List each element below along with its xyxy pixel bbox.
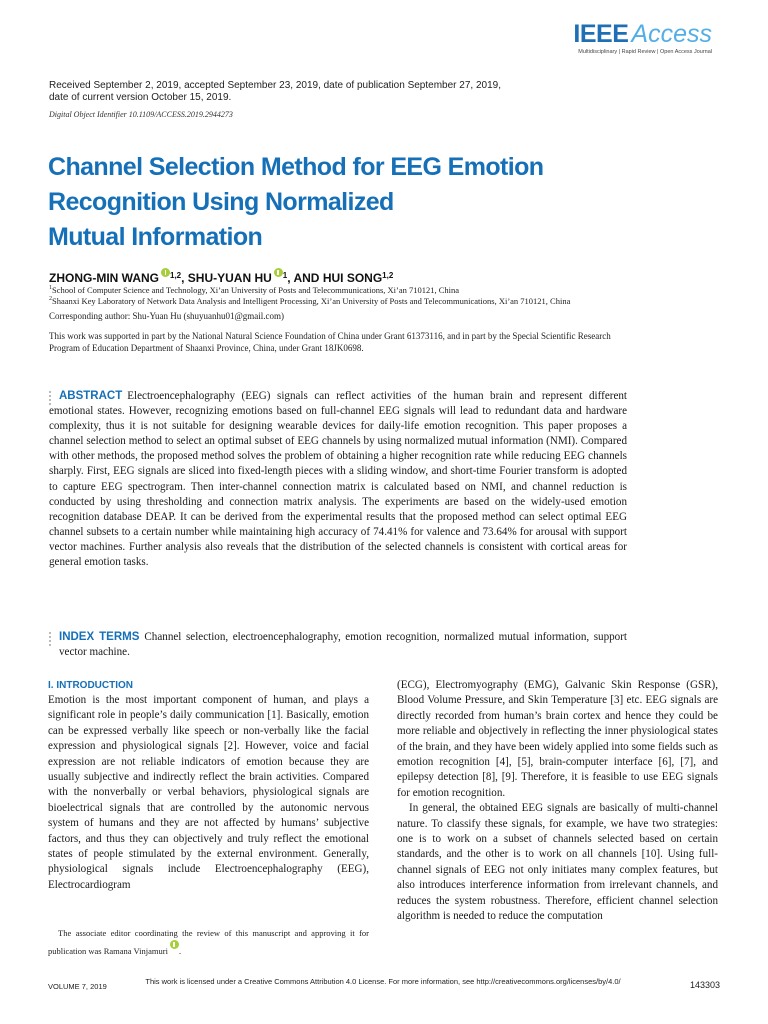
author-name: HUI SONG [322,271,383,285]
corresponding-author: Corresponding author: Shu-Yuan Hu (shuyuanhu01@gmail.com) [49,311,285,321]
doi-line: Digital Object Identifier 10.1109/ACCESS.2019.2944273 [49,110,233,119]
title-line: Mutual Information [48,223,263,251]
paragraph: (ECG), Electromyography (EMG), Galvanic Skin Response (GSR), Blood Volume Pressure, and Skin Temperature [3] etc. EEG signals are directly recorded from human’s brain cortex and hence they could be more reliable and objectively in reflecting the inner physiological states of the brain, and they have been widely applied into some fields such as emotion recognition [4], [5], brain-computer interface [6], [7], and epilepsy detection [8], [9]. Therefore, it is feasible to use EEG signals for emotion recognition. [397,679,718,799]
publication-dates: Received September 2, 2019, accepted September 23, 2019, date of publication September 27, 2019, date of current version October 15, 2019. [49,80,501,103]
author-name: ZHONG-MIN WANG [49,271,159,285]
editor-footnote: The associate editor coordinating the review of this manuscript and approving it for publication was Ramana Vinjamuri . [48,928,369,956]
index-terms-text: Channel selection, electroencephalography, emotion recognition, normalized mutual information, support vector machine. [59,631,627,659]
funding-note: This work was supported in part by the National Natural Science Foundation of China under Grant 61373116, and in part by the Special Scientific Research Program of Education Department of Shaanxi Province, China, under Grant 18JK0698. [49,331,611,353]
page-number: 143303 [689,980,720,990]
journal-logo: IEEE Access [573,20,712,48]
footer-volume: VOLUME 7, 2019 [48,982,107,991]
paragraph: Emotion is the most important component of human, and plays a significant role in people’s daily communication [1]. Basically, emotion can be expressed verbally like speech or non-verbally like the facial expression and physiological signals [2]. However, voice and facial expression are not reliable indicators of emotion because they are usually subjective and indirectly reflect the brain activities. Compared with the nonverbally or verbal behaviors, physiological signals are bioelectrical signals that are controlled by the autonomic nervous system of humans and they are not affected by humans’ subjective factors, and thus they can objectively and truly reflect the emotional states of people stimulated by the external environment. Generally, physiological signals include Electroencephalography (EEG), Electrocardiogram [48,694,369,891]
author-affiliation-mark: 1 [282,271,288,280]
affiliation: $^1$School of Computer Science and Technology, Xi’an University of Posts and Telecommunications, Xi’an 710121, China [49,285,460,295]
abstract [49,389,627,570]
orcid-icon[interactable] [170,940,179,949]
orcid-icon[interactable] [274,268,283,277]
section-heading: I. INTRODUCTION [48,680,133,691]
title-line: Recognition Using Normalized [48,188,394,216]
footer-license: This work is licensed under a Creative Commons Attribution 4.0 License. For more information, see http://creativecommons.org/licenses/by/4.0/ [145,977,621,986]
affiliation: $^2$Shaanxi Key Laboratory of Network Data Analysis and Intelligent Processing, Xi’an University of Posts and Telecommunications, Xi’an 710121, China [49,296,571,306]
abstract-text: Electroencephalography (EEG) signals can reflect activities of the human brain and represent different emotional states. However, recognizing emotions based on full-channel EEG signals will lead to redundant data and hardware complexity, thus it is not suitable for designing wearable devices for daily-life emotion recognition. This paper proposes a channel selection method to select an optimal subset of EEG channels by using normalized mutual information (NMI). Compared with other methods, the proposed method solves the problem of obtaining a higher recognition rate while reducing EEG channels sharply. First, EEG signals are sliced into fixed-length pieces with a sliding window, and short-time Fourier transform is adopted to capture EEG spectrogram. Then inter-channel connection matrix is calculated based on NMI, and channel reduction is conducted by using thresholding and connection matrix analysis. The experiments are based on the widely-used emotion recognition database DEAP. It can be derived from the experimental results that the proposed method can select optimal EEG channel subsets to a certain number while maintaining high accuracy of 74.41% for valence and 73.64% for arousal with support vector machines. Further analysis also reveals that the distribution of the selected channels is consistent with cortical areas for general emotion tasks. [49,390,627,569]
journal-masthead [542,20,712,55]
abstract-label: ABSTRACT [59,390,123,402]
orcid-icon[interactable] [161,268,170,277]
right-column [397,678,718,925]
paper-title [48,150,608,255]
section-marker-icon [48,632,52,648]
title-line: Channel Selection Method for EEG Emotion [48,153,544,181]
left-column [48,678,369,893]
index-terms-label: INDEX TERMS [59,631,140,643]
paragraph: In general, the obtained EEG signals are basically of multi-channel nature. To classify these signals, for example, we have two strategies: one is to work on a subset of channels selected based on certain standards, and the other is to work on all channels [10]. Using full-channel signals of EEG not only initiates many complex features, but also introduces interference information from irrelevant channels, and reduces the system robustness. Therefore, efficient channel selection algorithm is needed to reduce the computation [397,802,718,923]
author-affiliation-mark: 1,2 [170,271,182,280]
index-terms [59,630,627,660]
author-list: ZHONG-MIN WANG $^{1,2}$, SHU-YUAN HU $^1$, AND HUI SONG$^{1,2}$ [49,268,393,285]
author-affiliation-mark: 1,2 [382,271,394,280]
journal-tagline: Multidisciplinary | Rapid Review | Open Access Journal [578,49,712,55]
author-name: SHU-YUAN HU [187,271,272,285]
